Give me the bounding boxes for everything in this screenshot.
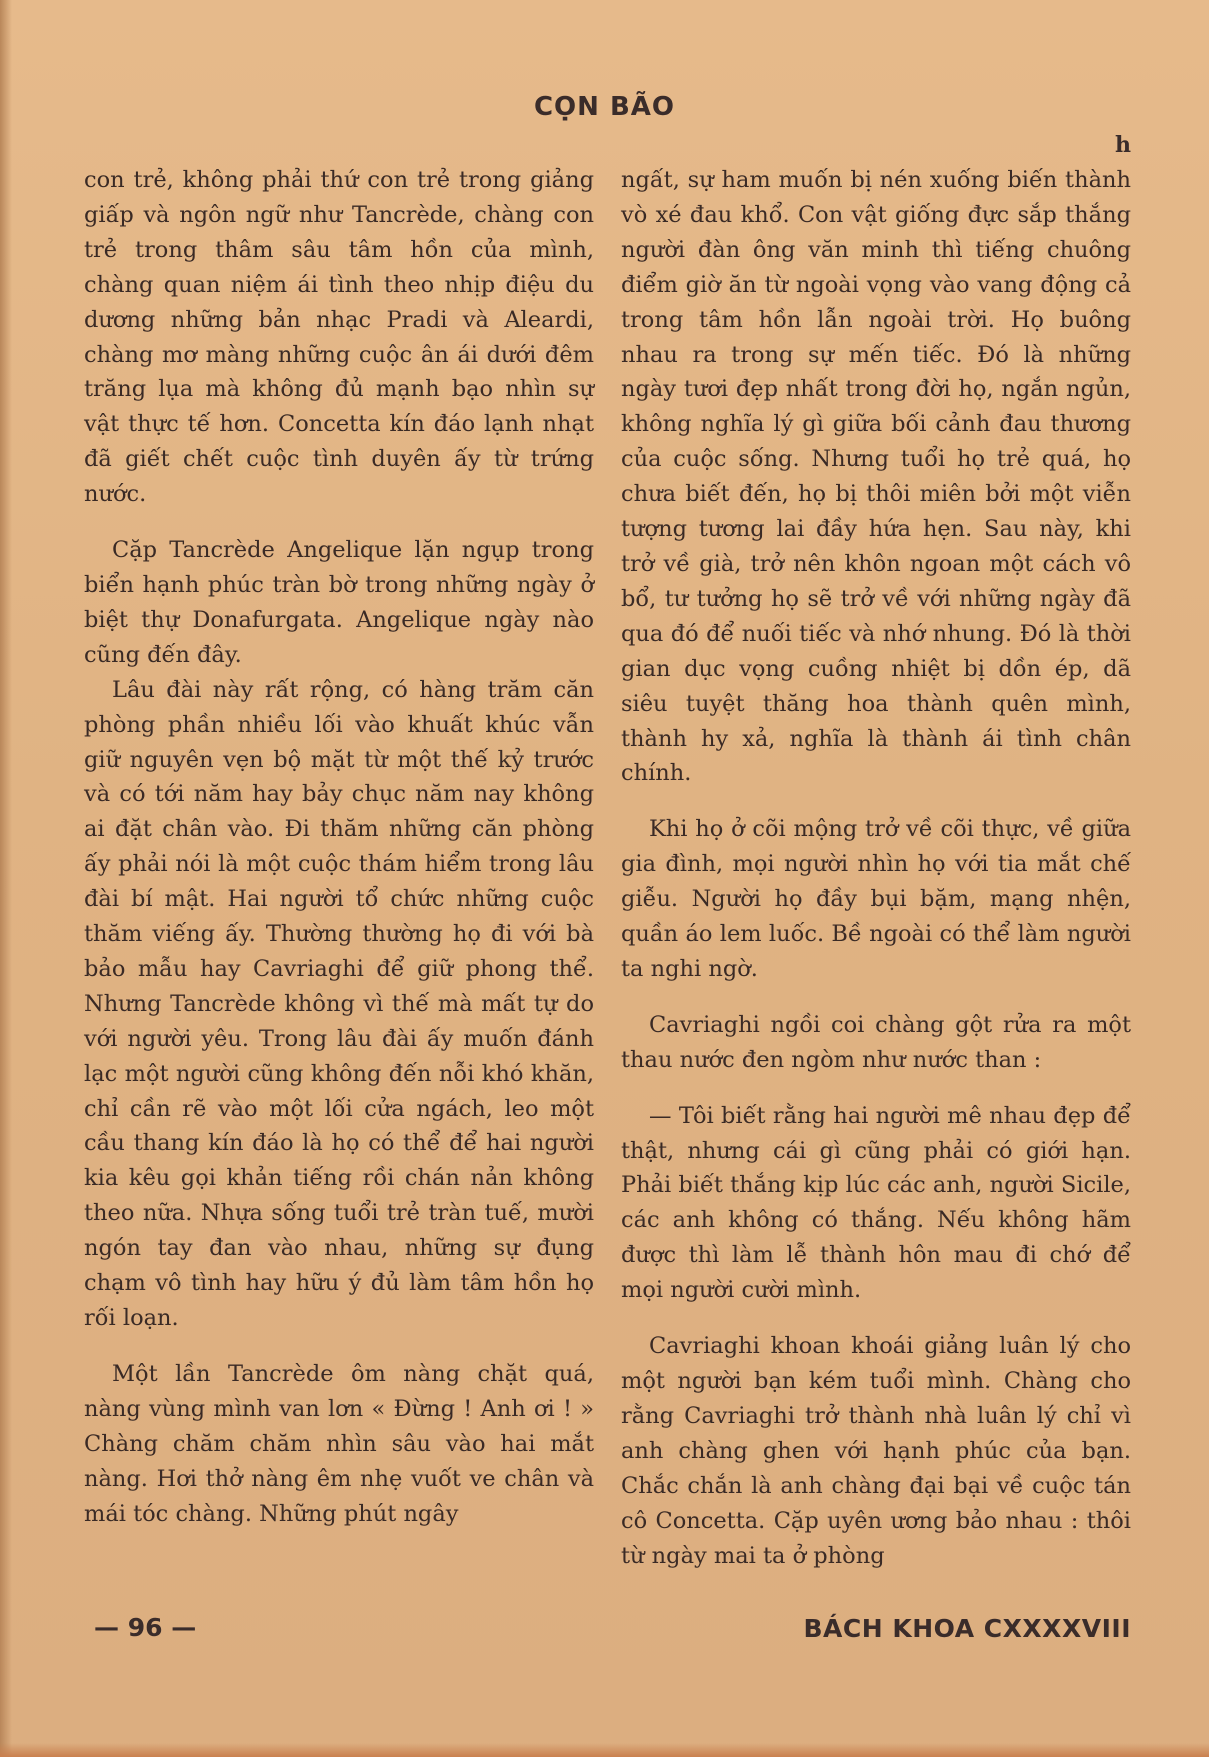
left-paragraph-2: Cặp Tancrède Angelique lặn ngụp trong biển hạnh phúc tràn bờ trong những ngày ở biệt thự Donafurgata. Angelique ngày nào cũng đến đây. [84, 537, 594, 668]
page-bottom-edge [0, 1743, 1209, 1757]
right-paragraph-5: Cavriaghi khoan khoái giảng luân lý cho một người bạn kém tuổi mình. Chàng cho rằng Cavriaghi trở thành nhà luân lý chỉ vì anh chàng ghen với hạnh phúc của bạn. Chắc chắn là anh chàng đại bại về cuộc tán cô Concetta. Cặp uyên ương bảo nhau : thôi từ ngày mai ta ở phòng [621, 1333, 1131, 1569]
left-paragraph-4: Một lần Tancrède ôm nàng chặt quá, nàng vùng mình van lơn « Đừng ! Anh ơi ! » Chàng chăm chăm nhìn sâu vào hai mắt nàng. Hơi thở nàng êm nhẹ vuốt ve chân và mái tóc chàng. Những phút ngây [84, 1360, 594, 1527]
right-paragraph-1: ngất, sự ham muốn bị nén xuống biến thành vò xé đau khổ. Con vật giống đực sắp thắng người đàn ông văn minh thì tiếng chuông điểm giờ ăn từ ngoài vọng vào vang động cả trong tâm hồn lẫn ngoài trời. Họ buông nhau ra trong sự mến tiếc. Đó là những ngày tươi đẹp nhất trong đời họ, ngắn ngủn, không nghĩa lý gì giữa bối cảnh đau thương của cuộc sống. Nhưng tuổi họ trẻ quá, họ chưa biết đến, họ bị thôi miên bởi một viễn tượng tương lai đầy hứa hẹn. Sau này, khi trở về già, trở nên khôn ngoan một cách vô bổ, tư tưởng họ sẽ trở về với những ngày đã qua đó để nuối tiếc và nhớ nhung. Đó là thời gian dục vọng cuồng nhiệt bị dồn ép, dã siêu tuyệt thăng hoa thành quên mình, thành hy xả, nghĩa là thành ái tình chân chính. [621, 167, 1131, 787]
left-text-column [84, 163, 594, 1531]
left-paragraph-3: Lâu đài này rất rộng, có hàng trăm căn phòng phần nhiều lối vào khuất khúc vẫn giữ nguyên vẹn bộ mặt từ một thế kỷ trước và có tới năm hay bảy chục năm nay không ai đặt chân vào. Đi thăm những căn phòng ấy phải nói là một cuộc thám hiểm trong lâu đài bí mật. Hai người tổ chức những cuộc thăm viếng ấy. Thường thường họ đi với bà bảo mẫu hay Cavriaghi để giữ phong thể. Nhưng Tancrède không vì thế mà mất tự do với người yêu. Trong lâu đài ấy muốn đánh lạc một người cũng không đến nỗi khó khăn, chỉ cần rẽ vào một lối cửa ngách, leo một cầu thang kín đáo là họ có thể để hai người kia kêu gọi khản tiếng rồi chán nản không theo nữa. Nhựa sống tuổi trẻ tràn tuế, mười ngón tay đan vào nhau, những sự đụng chạm vô tình hay hữu ý đủ làm tâm hồn họ rối loạn. [84, 676, 594, 1331]
left-paragraph-1: con trẻ, không phải thứ con trẻ trong giảng giấp và ngôn ngữ như Tancrède, chàng con trẻ trong thâm sâu tâm hồn của mình, chàng quan niệm ái tình theo nhịp điệu du dương những bản nhạc Pradi và Aleardi, chàng mơ màng những cuộc ân ái dưới đêm trăng lụa mà không đủ mạnh bạo nhìn sự vật thực tế hơn. Concetta kín đáo lạnh nhạt đã giết chết cuộc tình duyên ấy từ trứng nước. [84, 167, 594, 508]
corner-mark: h [1115, 132, 1131, 158]
journal-name: BÁCH KHOA CXXXXVIII [803, 1614, 1131, 1643]
right-paragraph-2: Khi họ ở cõi mộng trở về cõi thực, về giữa gia đình, mọi người nhìn họ với tia mắt chế giễu. Người họ đầy bụi bặm, mạng nhện, quần áo lem luốc. Bề ngoài có thể làm người ta nghi ngờ. [621, 816, 1131, 982]
right-text-column [621, 163, 1131, 1573]
right-paragraph-4: — Tôi biết rằng hai người mê nhau đẹp để thật, nhưng cái gì cũng phải có giới hạn. Phải biết thắng kịp lúc các anh, người Sicile, các anh không có thắng. Nếu không hãm được thì làm lễ thành hôn mau đi chớ để mọi người cười mình. [621, 1102, 1131, 1304]
right-paragraph-3: Cavriaghi ngồi coi chàng gột rửa ra một thau nước đen ngòm như nước than : [621, 1011, 1131, 1073]
page-binding-shadow [0, 0, 12, 1757]
running-title: CỌN BÃO [533, 92, 676, 122]
page-number: — 96 — [94, 1613, 197, 1642]
